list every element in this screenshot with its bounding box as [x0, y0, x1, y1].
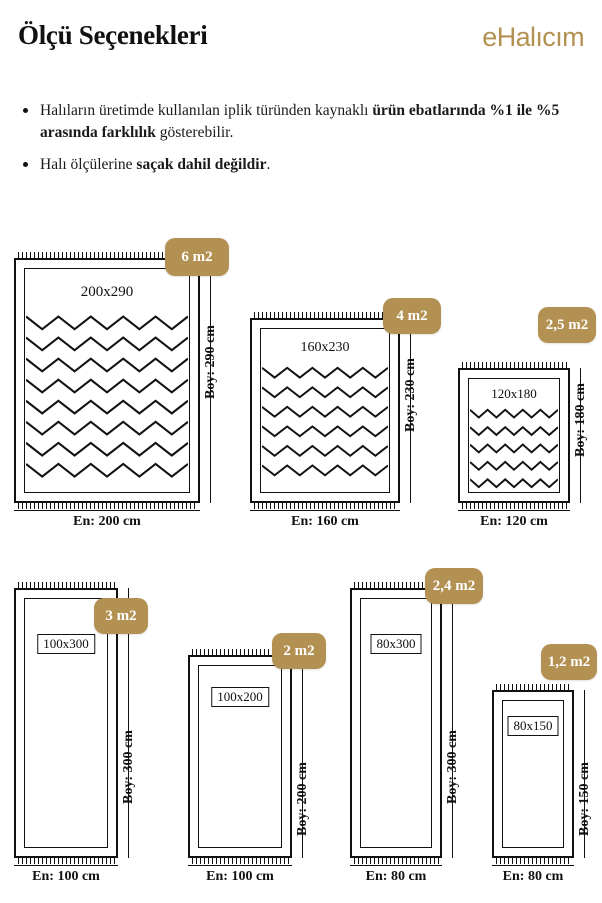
- header: [18, 18, 584, 64]
- rug-area-badge-2-5m2: 2,5 m2: [538, 307, 596, 343]
- fringe-bottom: [16, 857, 116, 864]
- brand-logo-name: Halıcım: [496, 22, 584, 52]
- rug-height-label: Boy: 300 cm: [121, 730, 136, 804]
- rug-body: [458, 368, 570, 503]
- width-guide-line: [350, 865, 442, 866]
- rug-area-badge-4m2: 4 m2: [383, 298, 441, 334]
- rug-size-label: 120x180: [486, 384, 542, 404]
- width-guide-line: [250, 510, 400, 511]
- rug-body: [492, 690, 574, 858]
- fringe-bottom: [494, 857, 572, 864]
- fringe-bottom: [252, 502, 398, 509]
- note-text-1b: ürün ebatlarında %1 ile %5 arasında farklılık: [40, 102, 560, 142]
- rug-area-badge-2m2: 2 m2: [272, 633, 326, 669]
- rug-width-label: En: 80 cm: [365, 869, 427, 884]
- fringe-bottom: [352, 857, 440, 864]
- rug-size-label: 80x300: [371, 634, 422, 654]
- rug-area-badge-6m2: 6 m2: [165, 238, 229, 276]
- rug-width-label: En: 80 cm: [502, 869, 564, 884]
- note-text-2a: Halı ölçülerine: [40, 155, 137, 173]
- rug-area-badge-2-4m2: 2,4 m2: [425, 568, 483, 604]
- rug-body: [250, 318, 400, 503]
- rug-area-badge-1-2m2: 1,2 m2: [541, 644, 597, 680]
- fringe-top: [460, 362, 568, 369]
- rug-height-label: Boy: 180 cm: [573, 383, 588, 457]
- page-title: Ölçü Seçenekleri: [18, 20, 208, 50]
- note-text-2c: .: [266, 155, 271, 173]
- rug-width-label: En: 100 cm: [32, 869, 100, 884]
- brand-logo-e: e: [482, 22, 497, 52]
- rug-height-label: Boy: 150 cm: [577, 762, 592, 836]
- rug-body: [14, 258, 200, 503]
- fringe-top: [494, 684, 572, 691]
- note-text-1a: Halıların üretimde kullanılan iplik türünden kaynaklı: [40, 102, 373, 119]
- notes-list: [20, 100, 580, 185]
- width-guide-line: [458, 510, 570, 511]
- rug-body: [188, 655, 292, 858]
- rug-pattern: [26, 306, 188, 485]
- rug-size-label: 100x200: [211, 687, 269, 707]
- rug-height-label: Boy: 290 cm: [203, 325, 218, 399]
- fringe-top: [16, 582, 116, 589]
- rug-body: [350, 588, 442, 858]
- rug-width-label: En: 100 cm: [206, 869, 274, 884]
- rug-figure-80x150: [492, 690, 602, 890]
- rug-height-label: Boy: 300 cm: [445, 730, 460, 804]
- rug-width-label: En: 120 cm: [480, 514, 548, 529]
- rug-height-label: Boy: 230 cm: [403, 358, 418, 432]
- width-guide-line: [14, 865, 118, 866]
- fringe-top: [252, 312, 398, 319]
- rug-figure-80x300: [350, 588, 480, 888]
- rug-pattern: [470, 404, 558, 489]
- rug-figure-160x230: [250, 318, 460, 533]
- width-guide-line: [14, 510, 200, 511]
- note-text-1c: gösterebilir.: [159, 124, 234, 142]
- note-item-1: [20, 100, 580, 145]
- note-text-2b: saçak dahil değildir: [136, 155, 267, 173]
- fringe-bottom: [190, 857, 290, 864]
- rug-size-label: 160x230: [296, 338, 355, 358]
- note-item-2: [20, 154, 580, 176]
- width-guide-line: [188, 865, 292, 866]
- rug-height-label: Boy: 200 cm: [295, 762, 310, 836]
- rug-figure-120x180: [458, 368, 602, 533]
- fringe-bottom: [16, 502, 198, 509]
- width-guide-line: [492, 865, 574, 866]
- rug-width-label: En: 200 cm: [73, 514, 141, 529]
- rug-size-label: 80x150: [508, 716, 559, 736]
- height-guide-line: [452, 588, 453, 858]
- rug-width-label: En: 160 cm: [291, 514, 359, 529]
- rug-area-badge-3m2: 3 m2: [94, 598, 148, 634]
- rug-size-label: 100x300: [37, 634, 95, 654]
- rug-figure-100x200: [188, 655, 328, 890]
- rug-figure-200x290: [14, 258, 264, 533]
- rug-pattern: [262, 360, 388, 487]
- rug-size-label: 200x290: [76, 282, 139, 303]
- brand-logo: [482, 22, 584, 53]
- fringe-bottom: [460, 502, 568, 509]
